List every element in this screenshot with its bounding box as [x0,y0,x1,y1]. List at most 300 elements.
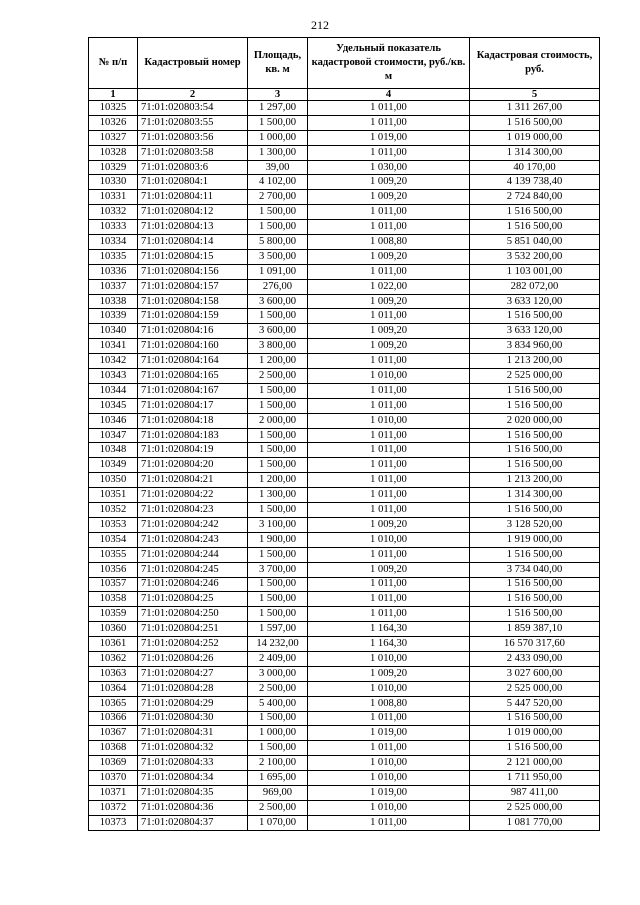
area-cell: 1 500,00 [248,428,308,443]
cadastral-number-cell: 71:01:020804:20 [138,458,248,473]
area-cell: 1 597,00 [248,622,308,637]
unit-value-cell: 1 010,00 [308,756,470,771]
row-number-cell: 10353 [89,517,138,532]
cadastral-cost-cell: 16 570 317,60 [470,637,600,652]
cadastral-cost-cell: 987 411,00 [470,785,600,800]
area-cell: 1 500,00 [248,309,308,324]
cadastral-cost-cell: 1 516 500,00 [470,309,600,324]
area-cell: 3 500,00 [248,249,308,264]
row-number-cell: 10366 [89,711,138,726]
row-number-cell: 10367 [89,726,138,741]
area-cell: 1 500,00 [248,383,308,398]
table-row [89,294,600,309]
unit-value-cell: 1 011,00 [308,711,470,726]
table-body [89,101,600,831]
area-cell: 1 200,00 [248,354,308,369]
cadastral-number-cell: 71:01:020804:250 [138,607,248,622]
unit-value-cell: 1 008,80 [308,235,470,250]
unit-value-cell: 1 011,00 [308,145,470,160]
row-number-cell: 10372 [89,800,138,815]
area-cell: 3 100,00 [248,517,308,532]
row-number-cell: 10326 [89,115,138,130]
table-row [89,800,600,815]
area-cell: 2 409,00 [248,651,308,666]
row-number-cell: 10329 [89,160,138,175]
column-number: 3 [248,89,308,101]
table-row [89,756,600,771]
row-number-cell: 10337 [89,279,138,294]
unit-value-cell: 1 011,00 [308,815,470,830]
area-cell: 4 102,00 [248,175,308,190]
cadastral-cost-cell: 2 121 000,00 [470,756,600,771]
row-number-cell: 10362 [89,651,138,666]
row-number-cell: 10343 [89,369,138,384]
area-cell: 3 000,00 [248,666,308,681]
cadastral-number-cell: 71:01:020804:31 [138,726,248,741]
unit-value-cell: 1 009,20 [308,190,470,205]
cadastral-cost-cell: 1 516 500,00 [470,607,600,622]
area-cell: 2 500,00 [248,800,308,815]
cadastral-cost-cell: 1 516 500,00 [470,220,600,235]
unit-value-cell: 1 010,00 [308,532,470,547]
cadastral-cost-cell: 1 516 500,00 [470,383,600,398]
table-row [89,458,600,473]
cadastral-number-cell: 71:01:020804:22 [138,488,248,503]
cadastral-cost-cell: 2 525 000,00 [470,369,600,384]
row-number-cell: 10364 [89,681,138,696]
cadastral-number-cell: 71:01:020804:165 [138,369,248,384]
table-row [89,547,600,562]
area-cell: 1 500,00 [248,547,308,562]
area-cell: 2 500,00 [248,369,308,384]
area-cell: 1 091,00 [248,264,308,279]
cadastral-number-cell: 71:01:020804:23 [138,503,248,518]
area-cell: 1 000,00 [248,726,308,741]
cadastral-number-cell: 71:01:020804:30 [138,711,248,726]
table-row [89,398,600,413]
cadastral-cost-cell: 3 633 120,00 [470,324,600,339]
unit-value-cell: 1 009,20 [308,294,470,309]
table-row [89,696,600,711]
area-cell: 1 500,00 [248,220,308,235]
table-row [89,607,600,622]
cadastral-number-cell: 71:01:020804:29 [138,696,248,711]
row-number-cell: 10344 [89,383,138,398]
cadastral-number-cell: 71:01:020804:28 [138,681,248,696]
unit-value-cell: 1 019,00 [308,130,470,145]
table-row [89,101,600,116]
table-row [89,115,600,130]
cadastral-number-cell: 71:01:020804:13 [138,220,248,235]
unit-value-cell: 1 011,00 [308,428,470,443]
unit-value-cell: 1 010,00 [308,651,470,666]
unit-value-cell: 1 011,00 [308,503,470,518]
row-number-cell: 10361 [89,637,138,652]
cadastral-number-cell: 71:01:020804:33 [138,756,248,771]
row-number-cell: 10347 [89,428,138,443]
area-cell: 2 100,00 [248,756,308,771]
header-row-number: № п/п [89,38,138,89]
row-number-cell: 10331 [89,190,138,205]
table-row [89,651,600,666]
row-number-cell: 10369 [89,756,138,771]
area-cell: 969,00 [248,785,308,800]
table-row [89,726,600,741]
header-unit-value: Удельный показатель кадастровой стоимости, руб./кв. м [308,38,470,89]
row-number-cell: 10342 [89,354,138,369]
cadastral-cost-cell: 3 532 200,00 [470,249,600,264]
row-number-cell: 10357 [89,577,138,592]
row-number-cell: 10348 [89,443,138,458]
header-row [89,38,600,89]
table-row [89,592,600,607]
cadastral-cost-cell: 1 103 001,00 [470,264,600,279]
unit-value-cell: 1 011,00 [308,607,470,622]
row-number-cell: 10351 [89,488,138,503]
unit-value-cell: 1 019,00 [308,785,470,800]
area-cell: 1 695,00 [248,771,308,786]
table-row [89,428,600,443]
cadastral-number-cell: 71:01:020804:34 [138,771,248,786]
row-number-cell: 10356 [89,562,138,577]
cadastral-cost-cell: 1 019 000,00 [470,726,600,741]
unit-value-cell: 1 022,00 [308,279,470,294]
table-row [89,741,600,756]
row-number-cell: 10360 [89,622,138,637]
row-number-cell: 10339 [89,309,138,324]
cadastral-number-cell: 71:01:020803:55 [138,115,248,130]
unit-value-cell: 1 011,00 [308,592,470,607]
cadastral-cost-cell: 1 314 300,00 [470,488,600,503]
cadastral-cost-cell: 4 139 738,40 [470,175,600,190]
cadastral-cost-cell: 2 020 000,00 [470,413,600,428]
page-number: 212 [311,18,329,32]
area-cell: 1 500,00 [248,741,308,756]
area-cell: 2 000,00 [248,413,308,428]
row-number-cell: 10354 [89,532,138,547]
area-cell: 1 000,00 [248,130,308,145]
cadastral-cost-cell: 1 516 500,00 [470,398,600,413]
cadastral-cost-cell: 1 516 500,00 [470,443,600,458]
cadastral-cost-cell: 1 516 500,00 [470,592,600,607]
unit-value-cell: 1 011,00 [308,577,470,592]
table-row [89,175,600,190]
area-cell: 1 500,00 [248,592,308,607]
header-cadastral-cost: Кадастровая стоимость, руб. [470,38,600,89]
cadastral-cost-cell: 5 851 040,00 [470,235,600,250]
unit-value-cell: 1 164,30 [308,622,470,637]
cadastral-number-cell: 71:01:020804:252 [138,637,248,652]
cadastral-cost-cell: 282 072,00 [470,279,600,294]
cadastral-number-cell: 71:01:020804:251 [138,622,248,637]
unit-value-cell: 1 010,00 [308,800,470,815]
row-number-cell: 10333 [89,220,138,235]
cadastral-cost-cell: 3 027 600,00 [470,666,600,681]
area-cell: 1 500,00 [248,443,308,458]
cadastral-number-cell: 71:01:020803:58 [138,145,248,160]
cadastral-number-cell: 71:01:020804:26 [138,651,248,666]
cadastral-cost-cell: 1 859 387,10 [470,622,600,637]
row-number-cell: 10325 [89,101,138,116]
table-row [89,666,600,681]
table-row [89,562,600,577]
unit-value-cell: 1 011,00 [308,101,470,116]
area-cell: 1 900,00 [248,532,308,547]
table-row [89,711,600,726]
unit-value-cell: 1 010,00 [308,413,470,428]
cadastral-number-cell: 71:01:020804:19 [138,443,248,458]
table-row [89,637,600,652]
cadastral-number-cell: 71:01:020804:21 [138,473,248,488]
table-row [89,383,600,398]
area-cell: 1 500,00 [248,503,308,518]
unit-value-cell: 1 011,00 [308,264,470,279]
cadastral-number-cell: 71:01:020804:246 [138,577,248,592]
row-number-cell: 10368 [89,741,138,756]
cadastral-number-cell: 71:01:020804:243 [138,532,248,547]
cadastral-cost-cell: 1 516 500,00 [470,428,600,443]
unit-value-cell: 1 019,00 [308,726,470,741]
unit-value-cell: 1 011,00 [308,205,470,220]
cadastral-number-cell: 71:01:020804:11 [138,190,248,205]
cadastral-cost-cell: 1 516 500,00 [470,711,600,726]
cadastral-cost-cell: 1 516 500,00 [470,458,600,473]
table-row [89,324,600,339]
cadastral-number-cell: 71:01:020804:27 [138,666,248,681]
unit-value-cell: 1 009,20 [308,562,470,577]
area-cell: 3 800,00 [248,339,308,354]
row-number-cell: 10370 [89,771,138,786]
column-number-row [89,89,600,101]
row-number-cell: 10349 [89,458,138,473]
row-number-cell: 10363 [89,666,138,681]
cadastral-number-cell: 71:01:020804:18 [138,413,248,428]
unit-value-cell: 1 011,00 [308,398,470,413]
row-number-cell: 10338 [89,294,138,309]
area-cell: 39,00 [248,160,308,175]
cadastral-number-cell: 71:01:020804:157 [138,279,248,294]
table-row [89,145,600,160]
area-cell: 5 800,00 [248,235,308,250]
unit-value-cell: 1 011,00 [308,741,470,756]
table-row [89,771,600,786]
unit-value-cell: 1 164,30 [308,637,470,652]
area-cell: 2 500,00 [248,681,308,696]
table-row [89,339,600,354]
header-cadastral-number: Кадастровый номер [138,38,248,89]
cadastral-cost-cell: 3 734 040,00 [470,562,600,577]
unit-value-cell: 1 009,20 [308,175,470,190]
row-number-cell: 10352 [89,503,138,518]
cadastral-number-cell: 71:01:020804:159 [138,309,248,324]
cadastral-cost-cell: 5 447 520,00 [470,696,600,711]
area-cell: 1 070,00 [248,815,308,830]
area-cell: 3 600,00 [248,324,308,339]
area-cell: 1 500,00 [248,711,308,726]
row-number-cell: 10330 [89,175,138,190]
cadastral-number-cell: 71:01:020804:167 [138,383,248,398]
unit-value-cell: 1 009,20 [308,324,470,339]
area-cell: 1 500,00 [248,607,308,622]
cadastral-number-cell: 71:01:020804:183 [138,428,248,443]
row-number-cell: 10371 [89,785,138,800]
cadastral-cost-cell: 2 724 840,00 [470,190,600,205]
row-number-cell: 10327 [89,130,138,145]
unit-value-cell: 1 011,00 [308,458,470,473]
unit-value-cell: 1 030,00 [308,160,470,175]
unit-value-cell: 1 009,20 [308,249,470,264]
table-row [89,503,600,518]
table-row [89,309,600,324]
cadastral-cost-cell: 3 128 520,00 [470,517,600,532]
cadastral-cost-cell: 1 516 500,00 [470,115,600,130]
row-number-cell: 10341 [89,339,138,354]
table-row [89,190,600,205]
area-cell: 1 500,00 [248,205,308,220]
header-area: Площадь, кв. м [248,38,308,89]
cadastral-number-cell: 71:01:020804:14 [138,235,248,250]
row-number-cell: 10355 [89,547,138,562]
cadastral-cost-cell: 1 919 000,00 [470,532,600,547]
cadastral-cost-cell: 1 516 500,00 [470,503,600,518]
row-number-cell: 10373 [89,815,138,830]
area-cell: 3 600,00 [248,294,308,309]
cadastral-number-cell: 71:01:020804:160 [138,339,248,354]
area-cell: 1 297,00 [248,101,308,116]
unit-value-cell: 1 011,00 [308,443,470,458]
unit-value-cell: 1 011,00 [308,220,470,235]
table-row [89,220,600,235]
table-row [89,681,600,696]
row-number-cell: 10336 [89,264,138,279]
cadastral-number-cell: 71:01:020804:37 [138,815,248,830]
cadastral-cost-cell: 1 516 500,00 [470,205,600,220]
cadastral-cost-cell: 1 516 500,00 [470,547,600,562]
area-cell: 1 500,00 [248,398,308,413]
table-row [89,517,600,532]
cadastral-cost-cell: 1 516 500,00 [470,577,600,592]
area-cell: 1 300,00 [248,145,308,160]
table-row [89,130,600,145]
cadastral-number-cell: 71:01:020803:56 [138,130,248,145]
table-row [89,443,600,458]
table-row [89,473,600,488]
column-number: 5 [470,89,600,101]
cadastral-number-cell: 71:01:020804:32 [138,741,248,756]
cadastral-cost-cell: 3 633 120,00 [470,294,600,309]
unit-value-cell: 1 010,00 [308,771,470,786]
column-number: 1 [89,89,138,101]
cadastral-cost-cell: 40 170,00 [470,160,600,175]
cadastral-cost-cell: 3 834 960,00 [470,339,600,354]
cadastral-number-cell: 71:01:020804:244 [138,547,248,562]
area-cell: 1 500,00 [248,115,308,130]
area-cell: 2 700,00 [248,190,308,205]
row-number-cell: 10359 [89,607,138,622]
cadastral-number-cell: 71:01:020804:15 [138,249,248,264]
row-number-cell: 10340 [89,324,138,339]
cadastral-cost-cell: 2 433 090,00 [470,651,600,666]
area-cell: 276,00 [248,279,308,294]
row-number-cell: 10365 [89,696,138,711]
table-row [89,264,600,279]
unit-value-cell: 1 011,00 [308,115,470,130]
unit-value-cell: 1 010,00 [308,369,470,384]
table-row [89,354,600,369]
table-row [89,160,600,175]
table-row [89,235,600,250]
row-number-cell: 10334 [89,235,138,250]
table-row [89,622,600,637]
column-number: 2 [138,89,248,101]
cadastral-number-cell: 71:01:020803:54 [138,101,248,116]
row-number-cell: 10350 [89,473,138,488]
cadastral-number-cell: 71:01:020804:17 [138,398,248,413]
cadastral-cost-cell: 1 516 500,00 [470,741,600,756]
unit-value-cell: 1 011,00 [308,473,470,488]
cadastral-number-cell: 71:01:020804:35 [138,785,248,800]
table-row [89,815,600,830]
cadastral-number-cell: 71:01:020804:164 [138,354,248,369]
cadastral-cost-cell: 1 311 267,00 [470,101,600,116]
cadastral-number-cell: 71:01:020804:158 [138,294,248,309]
table-row [89,785,600,800]
cadastral-value-table [88,37,600,831]
unit-value-cell: 1 009,20 [308,666,470,681]
table-row [89,369,600,384]
unit-value-cell: 1 010,00 [308,681,470,696]
area-cell: 14 232,00 [248,637,308,652]
unit-value-cell: 1 008,80 [308,696,470,711]
cadastral-cost-cell: 2 525 000,00 [470,681,600,696]
cadastral-number-cell: 71:01:020804:25 [138,592,248,607]
cadastral-number-cell: 71:01:020804:245 [138,562,248,577]
table-row [89,532,600,547]
unit-value-cell: 1 009,20 [308,339,470,354]
row-number-cell: 10332 [89,205,138,220]
cadastral-cost-cell: 1 213 200,00 [470,354,600,369]
unit-value-cell: 1 011,00 [308,383,470,398]
area-cell: 1 200,00 [248,473,308,488]
area-cell: 3 700,00 [248,562,308,577]
cadastral-number-cell: 71:01:020803:6 [138,160,248,175]
row-number-cell: 10335 [89,249,138,264]
unit-value-cell: 1 009,20 [308,517,470,532]
table-row [89,577,600,592]
cadastral-number-cell: 71:01:020804:156 [138,264,248,279]
cadastral-number-cell: 71:01:020804:16 [138,324,248,339]
row-number-cell: 10358 [89,592,138,607]
unit-value-cell: 1 011,00 [308,309,470,324]
area-cell: 1 500,00 [248,458,308,473]
area-cell: 1 500,00 [248,577,308,592]
table-row [89,488,600,503]
table-row [89,249,600,264]
cadastral-number-cell: 71:01:020804:12 [138,205,248,220]
area-cell: 1 300,00 [248,488,308,503]
unit-value-cell: 1 011,00 [308,547,470,562]
cadastral-number-cell: 71:01:020804:1 [138,175,248,190]
cadastral-cost-cell: 1 314 300,00 [470,145,600,160]
cadastral-cost-cell: 2 525 000,00 [470,800,600,815]
unit-value-cell: 1 011,00 [308,488,470,503]
table-row [89,413,600,428]
row-number-cell: 10328 [89,145,138,160]
cadastral-number-cell: 71:01:020804:36 [138,800,248,815]
cadastral-cost-cell: 1 711 950,00 [470,771,600,786]
row-number-cell: 10345 [89,398,138,413]
cadastral-number-cell: 71:01:020804:242 [138,517,248,532]
